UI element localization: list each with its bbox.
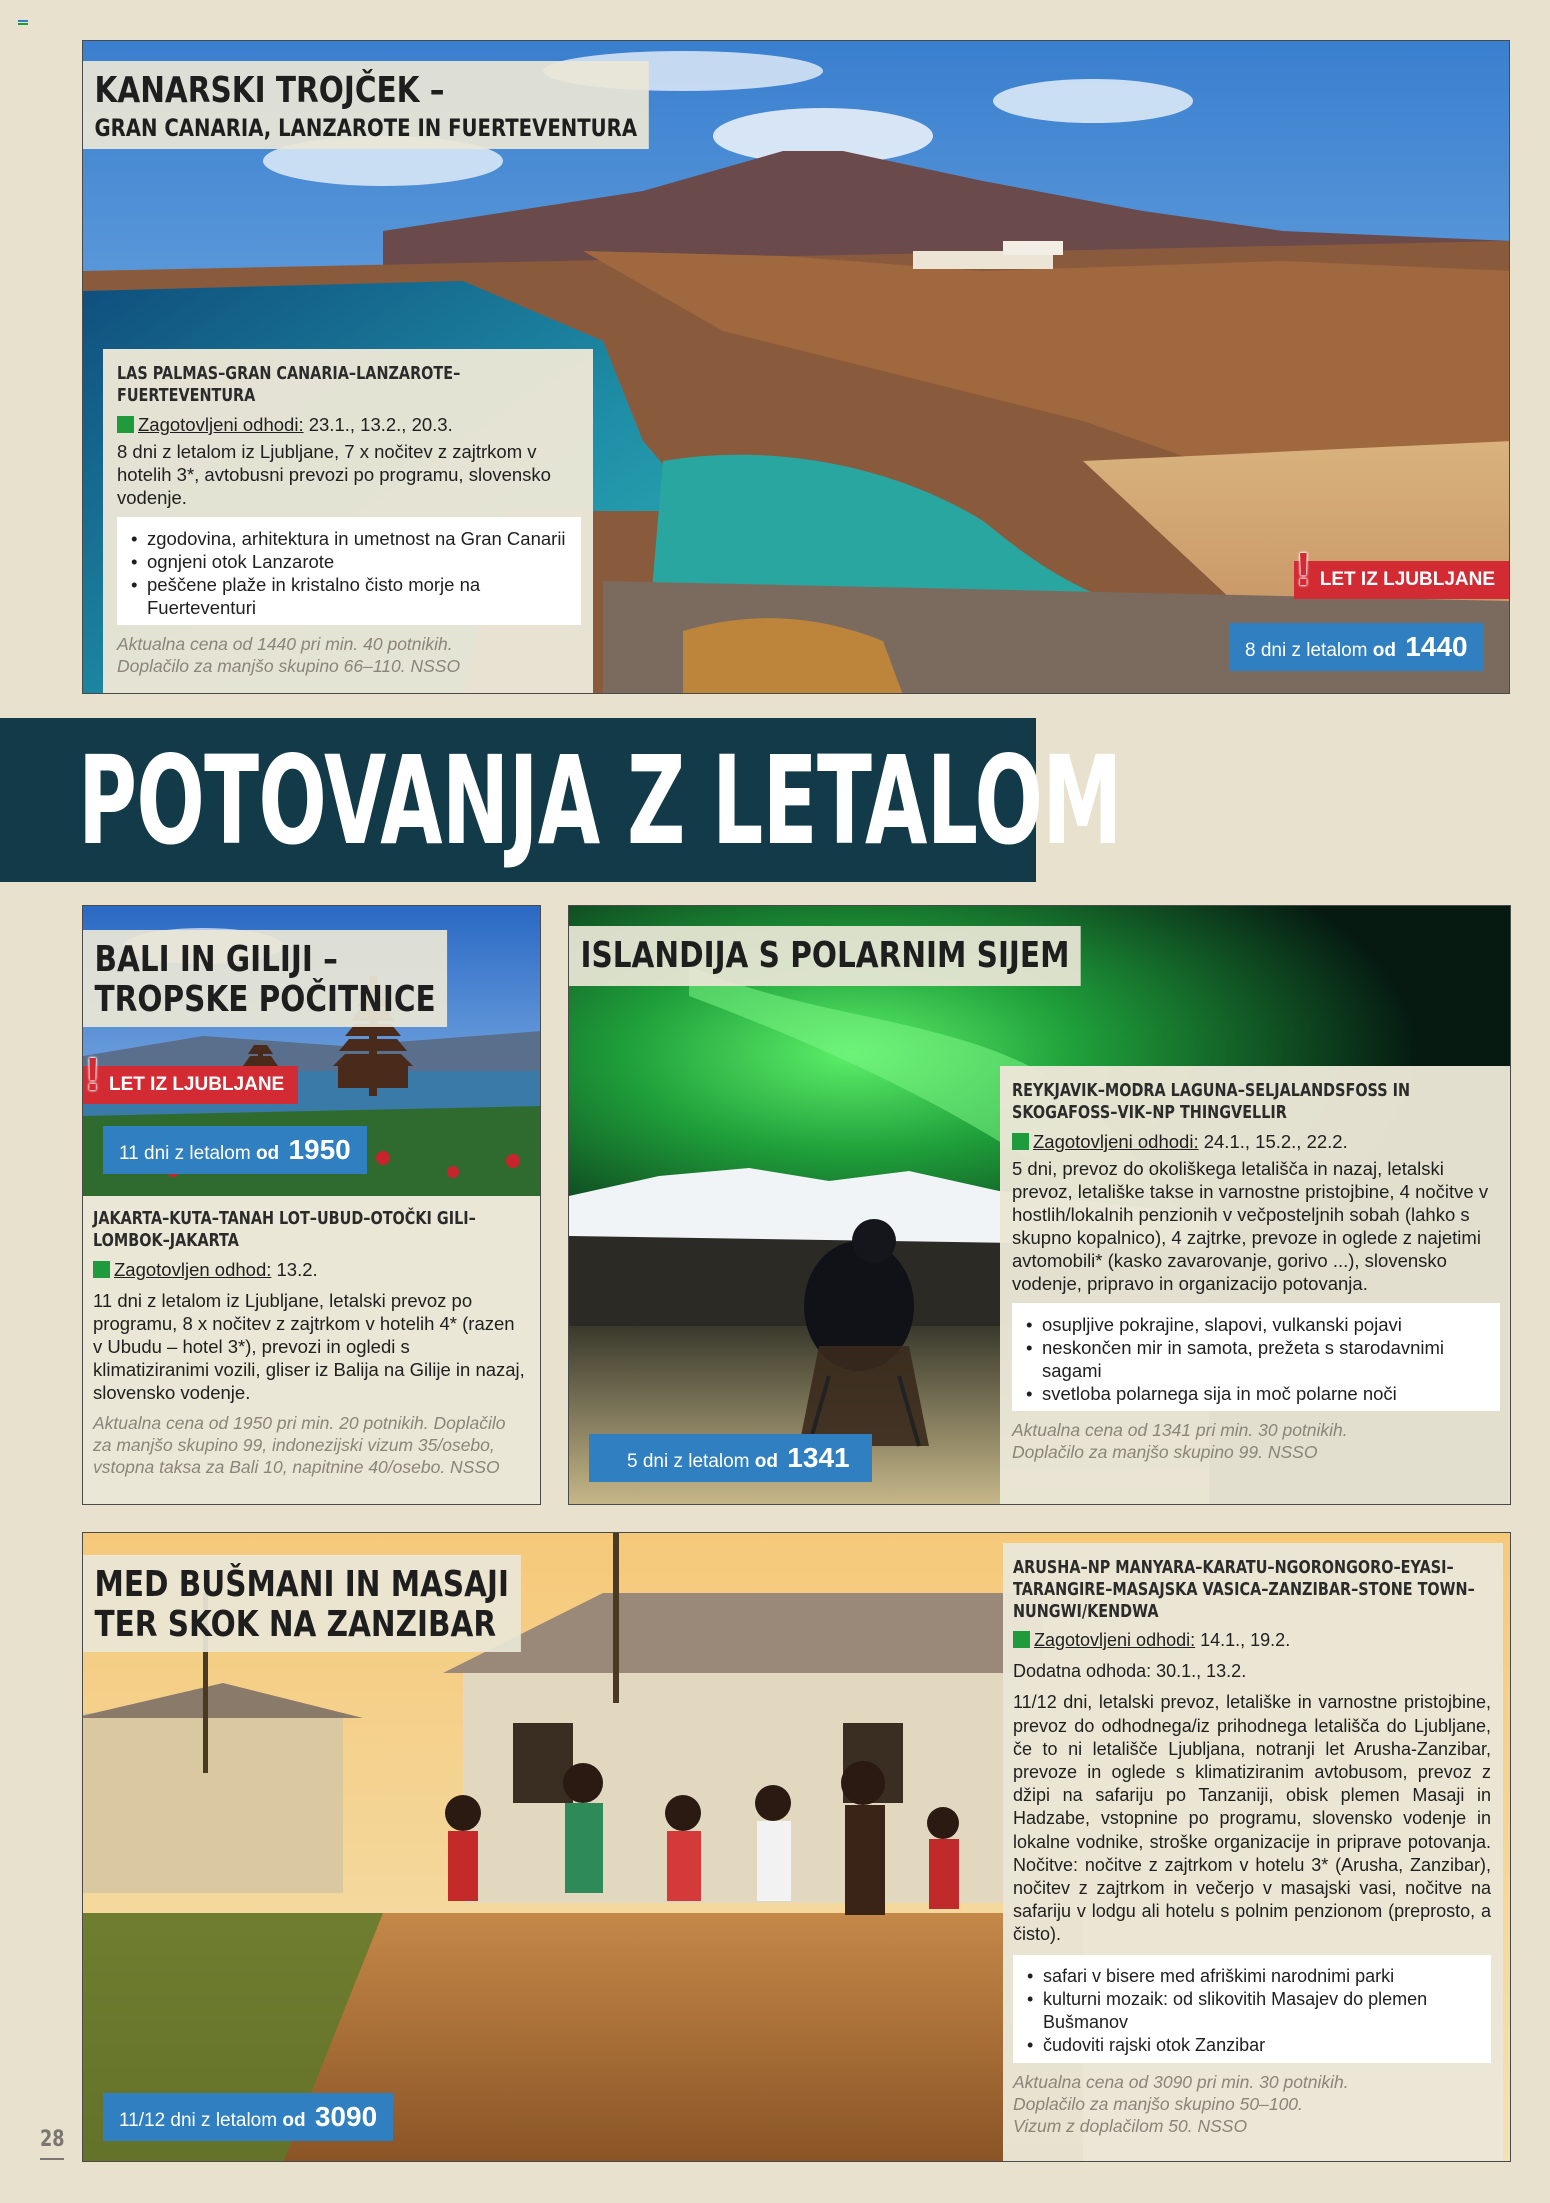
africa-description: 11/12 dni, letalski prevoz, letališke in varnostne pristojbine, prevoz do odhodnega/iz prihodnega letališča do Ljubljane, če to ni letališče Ljubljana, notranji let Arusha-Zanzibar, prevoze in oglede s klimatiziranim avtobusom, prevoz z džipi na safariju po Tanzaniji, obisk plemen Masaji in Hadzabe, vstopnine po programu, slovensko vodenje in lokalne vodnike, stroške organizacije in priprave potovanja. Nočitve: nočitve z zajtrkom v hotelu 3* (Arusha, Zanzibar), nočitev z zajtrkom in večerjo v masajski vasi, nočitve na safariju v lodgu ali hotelu s polnim penzionom (preprosto, a čisto). <box>1013 1692 1491 1945</box>
section-title: POTOVANJA Z LETALOM <box>78 730 1122 872</box>
page-number-rule <box>40 2158 64 2160</box>
departure-marker-icon <box>93 1261 110 1278</box>
canary-route: LAS PALMAS–GRAN CANARIA–LANZAROTE–FUERTEVENTURA <box>117 363 461 406</box>
badge-price: 3090 <box>314 2101 378 2132</box>
bali-info-box <box>83 1196 540 1505</box>
canary-price-badge[interactable] <box>1229 623 1484 671</box>
africa-highlights <box>1013 1955 1491 2064</box>
africa-title-line1: MED BUŠMANI IN MASAJI <box>94 1564 509 1605</box>
africa-title <box>83 1555 520 1652</box>
canary-price-note-1: Aktualna cena od 1440 pri min. 40 potnikih. <box>117 634 453 654</box>
badge-duration: 8 dni z letalom <box>1245 640 1368 661</box>
bali-description: 11 dni z letalom iz Ljubljane, letalski prevoz po programu, 8 x nočitev z zajtrkom v hotelih 4* (razen v Ubudu – hotel 3*), prevozi in ogledi s klimatiziranimi vozili, gliser iz Balija na Gilije in nazaj, slovensko vodenje. <box>93 1290 525 1403</box>
africa-price-badge[interactable] <box>103 2093 393 2141</box>
canary-title-line2: GRAN CANARIA, LANZAROTE IN FUERTEVENTURA <box>94 113 638 142</box>
badge-price: 1341 <box>787 1442 850 1473</box>
bali-title <box>83 930 447 1027</box>
africa-card[interactable] <box>82 1532 1511 2162</box>
africa-route: ARUSHA–NP MANYARA–KARATU–NGORONGORO–EYASI–TARANGIRE–MASAJSKA VASICA–ZANZIBAR–STONE TOWN–NUNGWI/KENDWA <box>1013 1557 1475 1622</box>
iceland-price-note-2: Doplačilo za manjšo skupino 99. NSSO <box>1012 1442 1318 1462</box>
highlight-item: • svetloba polarnega sija in moč polarne noči <box>1024 1382 1488 1405</box>
canary-highlights <box>117 517 581 625</box>
highlight-item: • čudoviti rajski otok Zanzibar <box>1025 2034 1479 2057</box>
bali-price-note: Aktualna cena od 1950 pri min. 20 potnikih. Doplačilo za manjšo skupino 99, indonezijski vizum 35/osebo, vstopna taksa za Bali 10, napitnine 40/osebo. NSSO <box>93 1413 506 1477</box>
highlight-item: • neskončen mir in samota, prežeta s starodavnimi sagami <box>1024 1336 1488 1382</box>
iceland-departures-dates: 24.1., 15.2., 22.2. <box>1198 1131 1348 1152</box>
bali-departures-dates: 13.2. <box>271 1259 318 1280</box>
africa-extra-departure: Dodatna odhoda: 30.1., 13.2. <box>1013 1661 1247 1682</box>
iceland-card[interactable] <box>568 905 1511 1505</box>
badge-duration: 5 dni z letalom <box>627 1451 750 1472</box>
highlight-item: • zgodovina, arhitektura in umetnost na Gran Canarii <box>129 527 569 550</box>
iceland-price-note-1: Aktualna cena od 1341 pri min. 30 potnikih. <box>1012 1420 1348 1440</box>
iceland-highlights <box>1012 1303 1500 1411</box>
badge-od: od <box>1372 640 1397 661</box>
bali-title-line2: TROPSKE POČITNICE <box>94 978 436 1020</box>
iceland-departures-label: Zagotovljeni odhodi: <box>1033 1131 1199 1152</box>
badge-price: 1440 <box>1405 631 1468 662</box>
departure-marker-icon <box>117 416 134 433</box>
corner-mark <box>18 20 28 26</box>
bali-ljubljana-flag <box>83 1048 298 1104</box>
page-number: 28 <box>40 2127 65 2152</box>
africa-departures <box>1013 1629 1491 1652</box>
highlight-item: • ognjeni otok Lanzarote <box>129 550 569 573</box>
iceland-description: 5 dni, prevoz do okoliškega letališča in nazaj, letalski prevoz, letališke takse in varnostne pristojbine, 4 nočitve v hostlih/lokalnih penzionih v večposteljnih sobah (lahko s skupno kopalnico), 4 zajtrke, prevoze in oglede z najetimi avtomobili* (kasko zavarovanje, gorivo ...), slovensko vodenje, pripravo in organizacijo potovanja. <box>1012 1158 1489 1294</box>
canary-departures <box>117 413 581 436</box>
africa-departures-label: Zagotovljeni odhodi: <box>1034 1630 1196 1650</box>
canary-departures-label: Zagotovljeni odhodi: <box>138 414 304 435</box>
bali-title-line1: BALI IN GILIJI – <box>94 939 338 980</box>
badge-od: od <box>255 1143 280 1164</box>
highlight-item: • osupljive pokrajine, slapovi, vulkanski pojavi <box>1024 1313 1488 1336</box>
badge-duration: 11 dni z letalom <box>119 1143 251 1164</box>
canary-info-box <box>103 349 593 694</box>
canary-description: 8 dni z letalom iz Ljubljane, 7 x nočitev z zajtrkom v hotelih 3*, avtobusni prevozi po programu, slovensko vodenje. <box>117 441 551 508</box>
bali-departures-label: Zagotovljen odhod: <box>114 1259 272 1280</box>
departure-marker-icon <box>1012 1133 1029 1150</box>
bali-departures <box>93 1258 528 1281</box>
badge-duration: 11/12 dni z letalom <box>119 2110 278 2131</box>
iceland-route: REYKJAVIK–MODRA LAGUNA–SELJALANDSFOSS IN SKOGAFOSS–VIK–NP THINGVELLIR <box>1012 1080 1411 1123</box>
flag-label: LET IZ LJUBLJANE <box>109 1074 285 1095</box>
bali-price-badge[interactable] <box>103 1126 367 1174</box>
iceland-departures <box>1012 1130 1500 1153</box>
canary-card[interactable] <box>82 40 1510 694</box>
badge-price: 1950 <box>288 1134 351 1165</box>
iceland-title-text: ISLANDIJA S POLARNIM SIJEM <box>580 935 1070 976</box>
canary-title-line1: KANARSKI TROJČEK – <box>94 70 445 111</box>
africa-price-note-3: Vizum z doplačilom 50. NSSO <box>1013 2116 1248 2137</box>
highlight-item: • safari v bisere med afriškimi narodnimi parki <box>1025 1965 1479 1988</box>
iceland-info-box <box>1000 1066 1511 1505</box>
canary-title <box>83 61 649 149</box>
badge-od: od <box>754 1451 779 1472</box>
highlight-item: • peščene plaže in kristalno čisto morje na Fuerteventuri <box>129 573 569 619</box>
africa-price-note-1: Aktualna cena od 3090 pri min. 30 potnikih. <box>1013 2072 1349 2093</box>
canary-ljubljana-flag <box>1294 543 1509 599</box>
canary-price-note-2: Doplačilo za manjšo skupino 66–110. NSSO <box>117 656 461 676</box>
canary-departures-dates: 23.1., 13.2., 20.3. <box>303 414 453 435</box>
highlight-item: • kulturni mozaik: od slikovitih Masajev do plemen Bušmanov <box>1025 1988 1479 2034</box>
africa-title-line2: TER SKOK NA ZANZIBAR <box>94 1603 497 1645</box>
section-header-band <box>0 718 1122 882</box>
bali-route: JAKARTA–KUTA–TANAH LOT–UBUD–OTOČKI GILI–LOMBOK–JAKARTA <box>93 1208 476 1251</box>
exclamation-icon: ! <box>1295 543 1312 595</box>
iceland-price-badge[interactable] <box>589 1434 872 1482</box>
departure-marker-icon <box>1013 1631 1030 1648</box>
flag-label: LET IZ LJUBLJANE <box>1319 569 1495 590</box>
africa-info-box <box>1003 1543 1503 2162</box>
africa-departures-dates: 14.1., 19.2. <box>1195 1630 1291 1650</box>
iceland-title <box>569 926 1081 986</box>
exclamation-icon: ! <box>85 1048 101 1100</box>
badge-od: od <box>282 2110 306 2131</box>
africa-price-note-2: Doplačilo za manjšo skupino 50–100. <box>1013 2094 1303 2115</box>
bali-card[interactable] <box>82 905 541 1505</box>
